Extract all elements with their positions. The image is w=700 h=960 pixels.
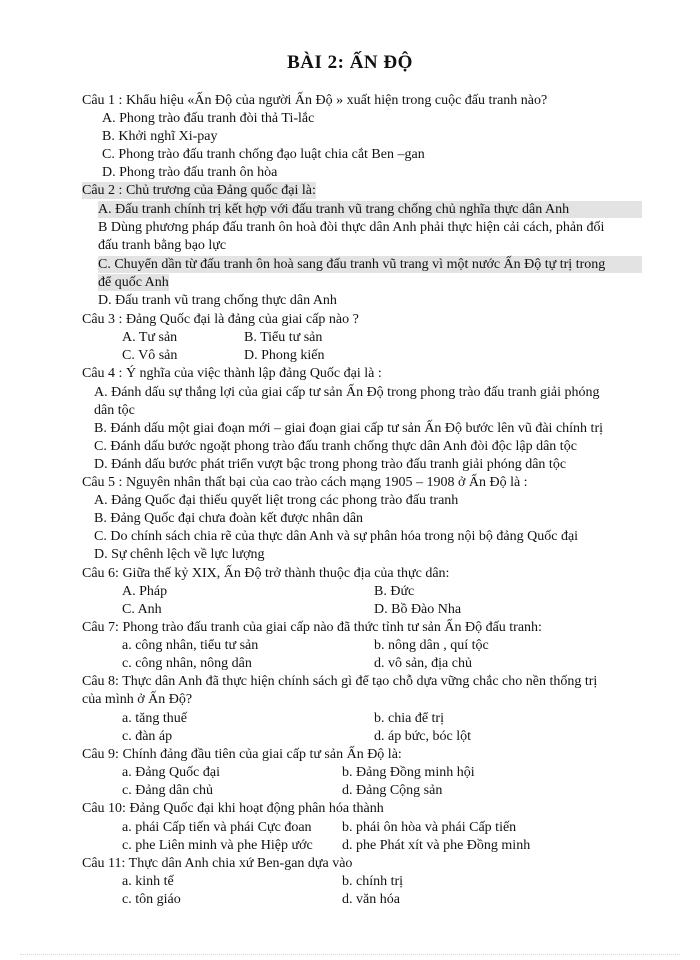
- q5-option-b: B. Đảng Quốc đại chưa đoàn kết được nhân dân: [94, 511, 364, 526]
- q7-option-d: d. vô sản, địa chủ: [374, 656, 472, 671]
- q9-option-a: a. Đảng Quốc đại: [122, 765, 220, 780]
- question-6: Câu 6: Giữa thế kỷ XIX, Ấn Độ trở thành thuộc địa của thực dân:: [82, 566, 450, 581]
- q8-option-a: a. tăng thuế: [122, 711, 187, 726]
- question-1: Câu 1 : Khẩu hiệu «Ấn Độ của người Ấn Độ » xuất hiện trong cuộc đấu tranh nào?: [82, 93, 548, 108]
- page-title: BÀI 2: ẤN ĐỘ: [287, 52, 413, 73]
- q1-option-d: D. Phong trào đấu tranh ôn hòa: [102, 165, 278, 180]
- q10-option-c: c. phe Liên minh và phe Hiệp ước: [122, 838, 313, 853]
- question-5: Câu 5 : Nguyên nhân thất bại của cao trào cách mạng 1905 – 1908 ở Ấn Độ là :: [82, 475, 528, 490]
- q4-option-b: B. Đánh dấu một giai đoạn mới – giai đoạn giai cấp tư sản Ấn Độ bước lên vũ đài chính trị: [94, 421, 603, 436]
- q11-option-d: d. văn hóa: [342, 892, 400, 907]
- q4-option-a-line2: dân tộc: [94, 403, 135, 418]
- question-11: Câu 11: Thực dân Anh chia xứ Ben-gan dựa vào: [82, 856, 353, 871]
- q4-option-c: C. Đánh dấu bước ngoặt phong trào đấu tranh chống thực dân Anh đòi độc lập dân tộc: [94, 439, 577, 454]
- question-7: Câu 7: Phong trào đấu tranh của giai cấp nào đã thức tỉnh tư sản Ấn Độ đấu tranh:: [82, 620, 542, 635]
- q3-option-d: D. Phong kiến: [244, 348, 325, 363]
- q1-option-c: C. Phong trào đấu tranh chống đạo luật chia cắt Ben –gan: [102, 147, 425, 162]
- q2-option-c-line1: C. Chuyển dần từ đấu tranh ôn hoà sang đấu tranh vũ trang vì một nước Ấn Độ tự trị trong: [98, 256, 642, 273]
- q5-option-c: C. Do chính sách chia rẽ của thực dân Anh và sự phân hóa trong nội bộ đảng Quốc đại: [94, 529, 579, 544]
- q8-option-c: c. đàn áp: [122, 729, 173, 744]
- q2-option-b-line2: đấu tranh bằng bạo lực: [98, 238, 227, 253]
- q9-option-c: c. Đảng dân chủ: [122, 783, 213, 798]
- question-10: Câu 10: Đảng Quốc đại khi hoạt động phân hóa thành: [82, 801, 384, 816]
- q7-option-c: c. công nhân, nông dân: [122, 656, 252, 671]
- q3-option-a: A. Tư sản: [122, 330, 178, 345]
- question-9: Câu 9: Chính đảng đầu tiên của giai cấp tư sản Ấn Độ là:: [82, 747, 402, 762]
- q6-option-c: C. Anh: [122, 602, 162, 617]
- q11-option-c: c. tôn giáo: [122, 892, 181, 907]
- q6-option-d: D. Bồ Đào Nha: [374, 602, 462, 617]
- q6-option-a: A. Pháp: [122, 584, 168, 599]
- question-2: Câu 2 : Chủ trương của Đảng quốc đại là:: [82, 183, 316, 198]
- q10-option-b: b. phái ôn hòa và phái Cấp tiến: [342, 820, 517, 835]
- q4-option-a-line1: A. Đánh dấu sự thắng lợi của giai cấp tư sản Ấn Độ trong phong trào đấu tranh giải phóng: [94, 385, 600, 400]
- q4-option-d: D. Đánh dấu bước phát triển vượt bậc trong phong trào đấu tranh giải phóng dân tộc: [94, 457, 567, 472]
- page-bottom-rule: [20, 954, 680, 955]
- q1-option-b: B. Khởi nghĩ Xi-pay: [102, 129, 218, 144]
- q11-option-a: a. kinh tế: [122, 874, 174, 889]
- q5-option-d: D. Sự chênh lệch về lực lượng: [94, 547, 265, 562]
- q3-option-b: B. Tiểu tư sản: [244, 330, 323, 345]
- q9-option-d: d. Đảng Cộng sản: [342, 783, 443, 798]
- q10-option-a: a. phái Cấp tiến và phái Cực đoan: [122, 820, 312, 835]
- q2-option-d: D. Đấu tranh vũ trang chống thực dân Anh: [98, 293, 337, 308]
- q1-option-a: A. Phong trào đấu tranh đòi thả Ti-lắc: [102, 111, 315, 126]
- q7-option-b: b. nông dân , quí tộc: [374, 638, 489, 653]
- q7-option-a: a. công nhân, tiểu tư sản: [122, 638, 259, 653]
- q11-option-b: b. chính trị: [342, 874, 404, 889]
- q8-option-d: d. áp bức, bóc lột: [374, 729, 472, 744]
- q5-option-a: A. Đảng Quốc đại thiếu quyết liệt trong các phong trào đấu tranh: [94, 493, 459, 508]
- question-8-line1: Câu 8: Thực dân Anh đã thực hiện chính sách gì để tạo chỗ dựa vững chắc cho nền thống trị: [82, 674, 598, 689]
- question-8-line2: của mình ở Ấn Độ?: [82, 692, 193, 707]
- question-3: Câu 3 : Đảng Quốc đại là đảng của giai cấp nào ?: [82, 312, 359, 327]
- question-4: Câu 4 : Ý nghĩa của việc thành lập đảng Quốc đại là :: [82, 366, 382, 381]
- q6-option-b: B. Đức: [374, 584, 415, 599]
- q2-option-c-line2: để quốc Anh: [98, 275, 169, 290]
- q3-option-c: C. Vô sản: [122, 348, 178, 363]
- q9-option-b: b. Đảng Đồng minh hội: [342, 765, 475, 780]
- q10-option-d: d. phe Phát xít và phe Đồng minh: [342, 838, 531, 853]
- q2-option-a: A. Đấu tranh chính trị kết hợp với đấu tranh vũ trang chống chủ nghĩa thực dân Anh: [98, 201, 642, 218]
- q2-option-b-line1: B Dùng phương pháp đấu tranh ôn hoà đòi thực dân Anh phải thực hiện cải cách, phản đối: [98, 220, 605, 235]
- q8-option-b: b. chia để trị: [374, 711, 444, 726]
